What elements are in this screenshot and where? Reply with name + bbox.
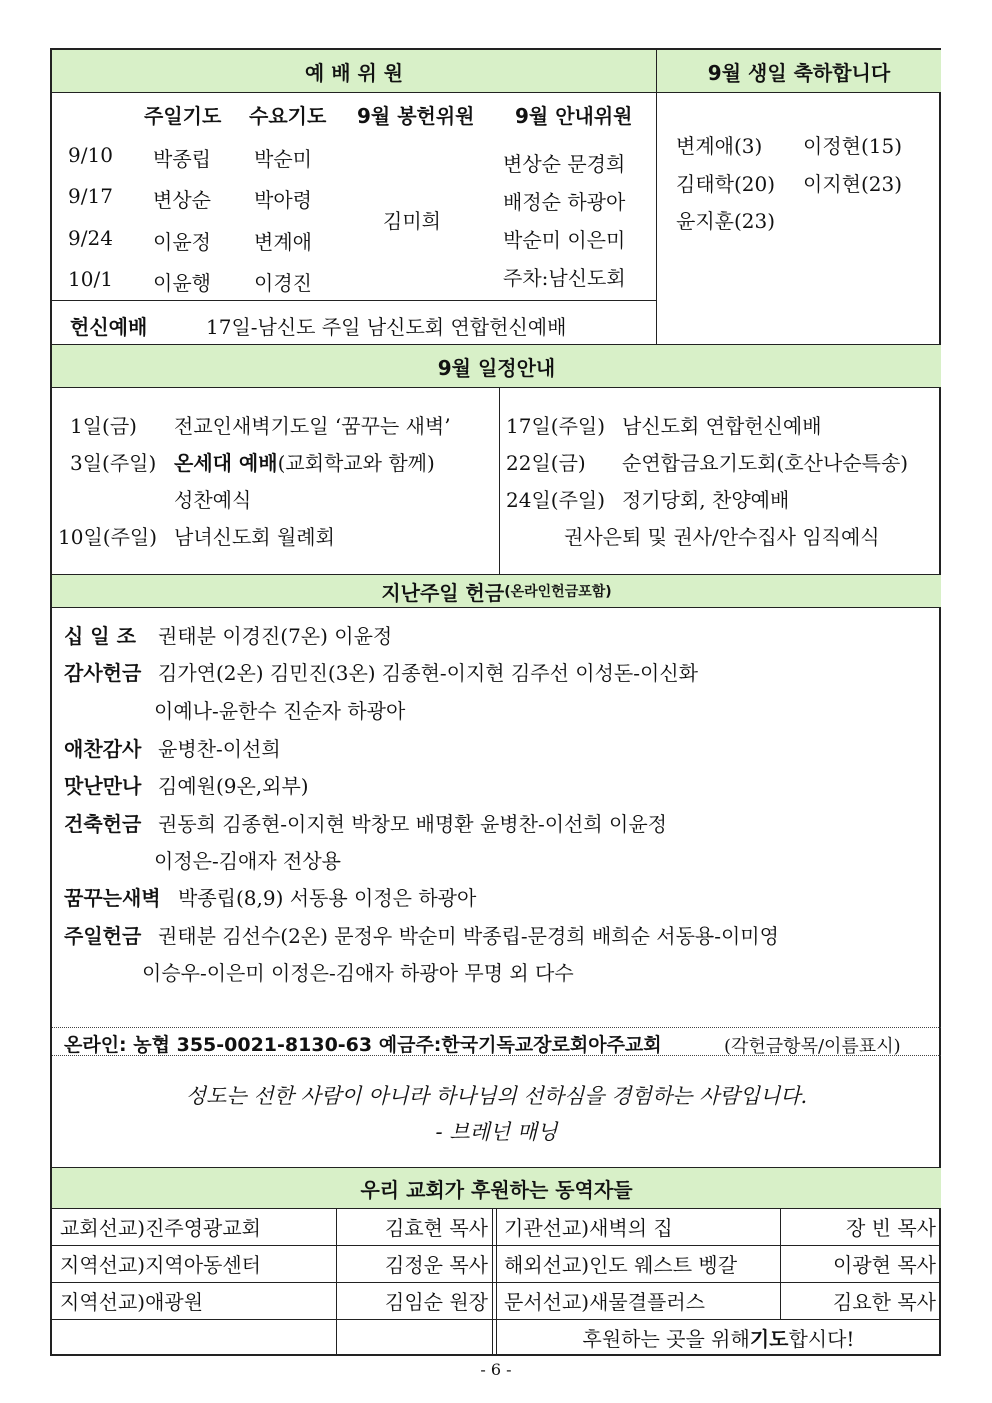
birthday-name: 김태학(20) bbox=[676, 172, 776, 196]
support-org: 해외선교)인도 웨스트 벵갈 bbox=[504, 1253, 738, 1277]
page-number: - 6 - bbox=[480, 1360, 512, 1379]
worship-row-wednesday: 박아령 bbox=[254, 188, 312, 212]
divider bbox=[499, 387, 500, 574]
divider bbox=[656, 50, 657, 344]
col-head-sunday-prayer: 주일기도 bbox=[144, 104, 222, 128]
birthday-header: 9월 생일 축하합니다 bbox=[657, 50, 941, 92]
birthday-name: 윤지훈(23) bbox=[676, 209, 776, 233]
worship-row-sunday: 이윤행 bbox=[153, 271, 211, 295]
divider bbox=[52, 1027, 941, 1028]
offering-names: 박종립(8,9) 서동용 이정은 하광아 bbox=[178, 886, 477, 910]
worship-row-date: 10/1 bbox=[68, 267, 113, 291]
birthday-name: 변계애(3) bbox=[676, 134, 763, 158]
schedule-day: 24일(주일) bbox=[506, 488, 606, 512]
worship-committee-header: 예 배 위 원 bbox=[52, 50, 656, 92]
worship-row-sunday: 변상순 bbox=[153, 188, 211, 212]
schedule-day: 17일(주일) bbox=[506, 414, 606, 438]
support-pastor: 이광현 목사 bbox=[833, 1253, 936, 1277]
worship-row-wednesday: 이경진 bbox=[254, 271, 312, 295]
offering-label: 꿈꾸는새벽 bbox=[64, 886, 161, 910]
divider bbox=[52, 92, 941, 93]
schedule-day: 10일(주일) bbox=[58, 525, 158, 549]
support-org: 지역선교)지역아동센터 bbox=[60, 1253, 262, 1277]
offering-names: 김예원(9온,외부) bbox=[158, 774, 309, 798]
schedule-event: 권사은퇴 및 권사/안수집사 임직예식 bbox=[564, 525, 880, 549]
support-footer: 후원하는 곳을 위해 기도 합시다! bbox=[582, 1327, 855, 1351]
dedication-label: 헌신예배 bbox=[70, 315, 148, 339]
worship-row-sunday: 이윤정 bbox=[153, 230, 211, 254]
offering-header: 지난주일 헌금 (온라인헌금포함) bbox=[52, 575, 941, 607]
support-header: 우리 교회가 후원하는 동역자들 bbox=[52, 1168, 941, 1208]
schedule-day: 3일(주일) bbox=[70, 451, 157, 475]
usher-line: 변상순 문경희 bbox=[503, 152, 626, 176]
schedule-day: 1일(금) bbox=[70, 414, 137, 438]
bulletin-page bbox=[50, 48, 941, 1356]
offering-names: 이정은-김애자 전상용 bbox=[154, 849, 341, 873]
worship-row-sunday: 박종립 bbox=[153, 147, 211, 171]
offering-label: 맛난만나 bbox=[64, 774, 142, 798]
offering-label: 건축헌금 bbox=[64, 812, 142, 836]
usher-line: 박순미 이은미 bbox=[503, 228, 626, 252]
divider bbox=[52, 300, 656, 301]
schedule-event: 온세대 예배(교회학교와 함께) bbox=[174, 451, 435, 475]
offering-label: 애찬감사 bbox=[64, 737, 142, 761]
offering-names: 김가연(2온) 김민진(3온) 김종현-이지현 김주선 이성돈-이신화 bbox=[158, 661, 698, 685]
support-pastor: 장 빈 목사 bbox=[846, 1216, 936, 1240]
worship-row-date: 9/24 bbox=[68, 226, 113, 250]
quote-text: 성도는 선한 사람이 아니라 하나님의 선하심을 경험하는 사람입니다. bbox=[185, 1084, 808, 1108]
support-org: 기관선교)새벽의 집 bbox=[504, 1216, 673, 1240]
offering-label: 주일헌금 bbox=[64, 924, 142, 948]
support-pastor: 김효현 목사 bbox=[385, 1216, 488, 1240]
usher-line: 주차:남신도회 bbox=[503, 266, 626, 290]
col-head-offering-committee: 9월 봉헌위원 bbox=[357, 104, 475, 128]
worship-row-date: 9/10 bbox=[68, 143, 113, 167]
worship-row-wednesday: 박순미 bbox=[254, 147, 312, 171]
divider bbox=[52, 607, 941, 608]
schedule-header: 9월 일정안내 bbox=[52, 345, 941, 387]
schedule-event: 남신도회 연합헌신예배 bbox=[622, 414, 822, 438]
support-org: 지역선교)애광원 bbox=[60, 1290, 204, 1314]
dedication-text: 17일-남신도 주일 남신도회 연합헌신예배 bbox=[206, 315, 567, 339]
online-account: 온라인: 농협 355-0021-8130-63 예금주:한국기독교장로회아주교회 bbox=[64, 1034, 662, 1056]
schedule-event: 전교인새벽기도일 ‘꿈꾸는 새벽’ bbox=[174, 414, 451, 438]
offering-names: 윤병찬-이선희 bbox=[158, 737, 281, 761]
schedule-event: 정기당회, 찬양예배 bbox=[622, 488, 790, 512]
offering-names: 권태분 김선수(2온) 문정우 박순미 박종립-문경희 배희순 서동용-이미영 bbox=[158, 924, 779, 948]
quote-author: - 브레넌 매닝 bbox=[435, 1120, 558, 1144]
offering-names: 권동희 김종현-이지현 박창모 배명환 윤병찬-이선희 이윤정 bbox=[158, 812, 667, 836]
support-org: 교회선교)진주영광교회 bbox=[60, 1216, 262, 1240]
schedule-event: 성찬예식 bbox=[174, 488, 252, 512]
support-org: 문서선교)새물결플러스 bbox=[504, 1290, 706, 1314]
support-pastor: 김임순 원장 bbox=[385, 1290, 488, 1314]
col-head-wednesday-prayer: 수요기도 bbox=[249, 104, 327, 128]
schedule-event: 남녀신도회 월례회 bbox=[174, 525, 335, 549]
offering-names: 이예나-윤한수 진순자 하광아 bbox=[154, 699, 406, 723]
schedule-day: 22일(금) bbox=[506, 451, 586, 475]
offering-names: 권태분 이경진(7온) 이윤정 bbox=[158, 624, 393, 648]
worship-row-date: 9/17 bbox=[68, 184, 113, 208]
birthday-name: 이지현(23) bbox=[803, 172, 903, 196]
schedule-event: 순연합금요기도회(호산나순특송) bbox=[622, 451, 909, 475]
col-head-ushers: 9월 안내위원 bbox=[515, 104, 633, 128]
offering-label: 십 일 조 bbox=[64, 624, 136, 648]
offering-names: 이승우-이은미 이정은-김애자 하광아 무명 외 다수 bbox=[142, 961, 574, 985]
divider bbox=[52, 1055, 941, 1056]
offering-committee-name: 김미희 bbox=[383, 209, 441, 233]
birthday-name: 이정현(15) bbox=[803, 134, 903, 158]
support-pastor: 김정운 목사 bbox=[385, 1253, 488, 1277]
online-note: (각헌금항목/이름표시) bbox=[724, 1036, 901, 1057]
usher-line: 배정순 하광아 bbox=[503, 190, 626, 214]
support-pastor: 김요한 목사 bbox=[833, 1290, 936, 1314]
worship-row-wednesday: 변계애 bbox=[254, 230, 312, 254]
offering-label: 감사헌금 bbox=[64, 661, 142, 685]
divider bbox=[52, 387, 941, 388]
